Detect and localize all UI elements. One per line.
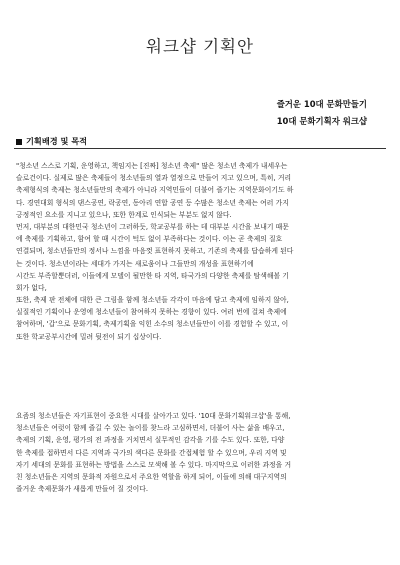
square-bullet-icon <box>16 139 22 145</box>
paragraph-1 <box>16 160 386 343</box>
paragraph-line: 또한, 축제 판 전체에 대한 큰 그림을 함께 청소년들 각각이 마음에 담고 축제에 임하지 않아, <box>16 296 289 305</box>
paragraph-line: "청소년 스스로 기획, 운영하고, 책임지는 [진짜] 청소년 축제" 많은 청소년 축제가 내세우는 <box>16 162 288 170</box>
section-title: 기획배경 및 목적 <box>26 136 88 146</box>
paragraph-line: 참여하며, '갑'으로 문화기획, 축제기획을 익힌 소수의 청소년들만이 이를 경험할 수 있고, 이 <box>16 320 289 329</box>
paragraph-line: 회가 없다, <box>16 283 47 292</box>
paragraph-line: 축제형식의 축제는 청소년들만의 축제가 아니라 지역민들이 더불어 즐기는 지역문화이기도 하 <box>16 186 294 195</box>
paragraph-line: 실질적인 기획이나 운영에 청소년들이 참여하지 못하는 경향이 있다. 여러 번에 걸쳐 축제에 <box>16 308 287 317</box>
paragraph-line: 즐거운 축제문화가 새롭게 만들어 질 것이다. <box>16 485 149 494</box>
paragraph-line: 긍정적인 요소를 지니고 있으나, 또한 한계로 인식되는 부분도 없지 않다. <box>16 210 232 219</box>
subtitle-1: 즐거운 10대 문화만들기 <box>276 99 367 109</box>
paragraph-line: 연결되며, 청소년들만의 정서나 느낌을 마음껏 표현하지 못하고, 기존의 축제를 답습하게 된다 <box>16 247 294 256</box>
paragraph-line: 요즘의 청소년들은 자기표현이 중요한 시대를 살아가고 있다. '10대 문화기획워크샵'을 통해, <box>16 412 291 420</box>
subtitle-2: 10대 문화기획자 워크샵 <box>276 116 367 126</box>
subtitle-block <box>277 96 367 130</box>
paragraph-line: 시간도 부족할뿐더러, 이들에게 모델이 될만한 타 지역, 타국가의 다양한 축제를 탐색해볼 기 <box>16 271 289 280</box>
paragraph-2 <box>16 410 386 495</box>
paragraph-line: 친 청소년들은 지역의 문화적 자원으로서 주요한 역할을 하게 되어, 이들에 의해 대구지역의 <box>16 472 287 481</box>
paragraph-line: 또한 학교공부시간에 밀려 뒷전이 되기 십상이다. <box>16 332 162 341</box>
paragraph-line: 자기 세대의 문화를 표현하는 방법을 스스로 모색해 볼 수 있다. 마지막으로 이러한 과정을 거 <box>16 460 292 469</box>
paragraph-line: 에 축제를 기획하고, 함여 할 때 시간이 턱도 없이 부족하다는 것이다. 이는 곧 축제의 질호 <box>16 235 283 244</box>
paragraph-line: 는 것이다. 청소년이라는 세대가 가지는 새로움이나 그들만의 개성을 표현하기에 <box>16 259 254 268</box>
paragraph-line: 먼저, 대부분의 대한민국 청소년이 그러하듯, 학교공부를 하는 데 대부분 시간을 보내기 때문 <box>16 222 289 231</box>
section-heading <box>16 136 87 147</box>
paragraph-line: 슬로건이다. 실제로 많은 축제들이 청소년들의 열과 열정으로 만들어 지고 있으며, 특히, 거리 <box>16 174 292 183</box>
paragraph-line: 다. 경연대회 형식의 댄스공연, 락공연, 동아리 연합 공연 등 수많은 청소년 축제는 여러 가지 <box>16 198 289 207</box>
document-title: 워크샵 기획안 <box>146 37 254 56</box>
paragraph-line: 청소년들은 여럿이 함께 즐길 수 있는 놀이를 찾느라 고심하면서, 더불어 사는 삶을 배우고, <box>16 424 285 433</box>
section-divider <box>14 148 386 149</box>
paragraph-line: 축제의 기획, 운영, 평가의 전 과정을 거치면서 실무적인 감각을 기를 수도 있다. 또한, 다양 <box>16 436 285 445</box>
paragraph-line: 한 축제를 접하면서 다른 지역과 국가의 색다른 문화를 간접체험 할 수 있으며, 우리 지역 및 <box>16 448 287 457</box>
